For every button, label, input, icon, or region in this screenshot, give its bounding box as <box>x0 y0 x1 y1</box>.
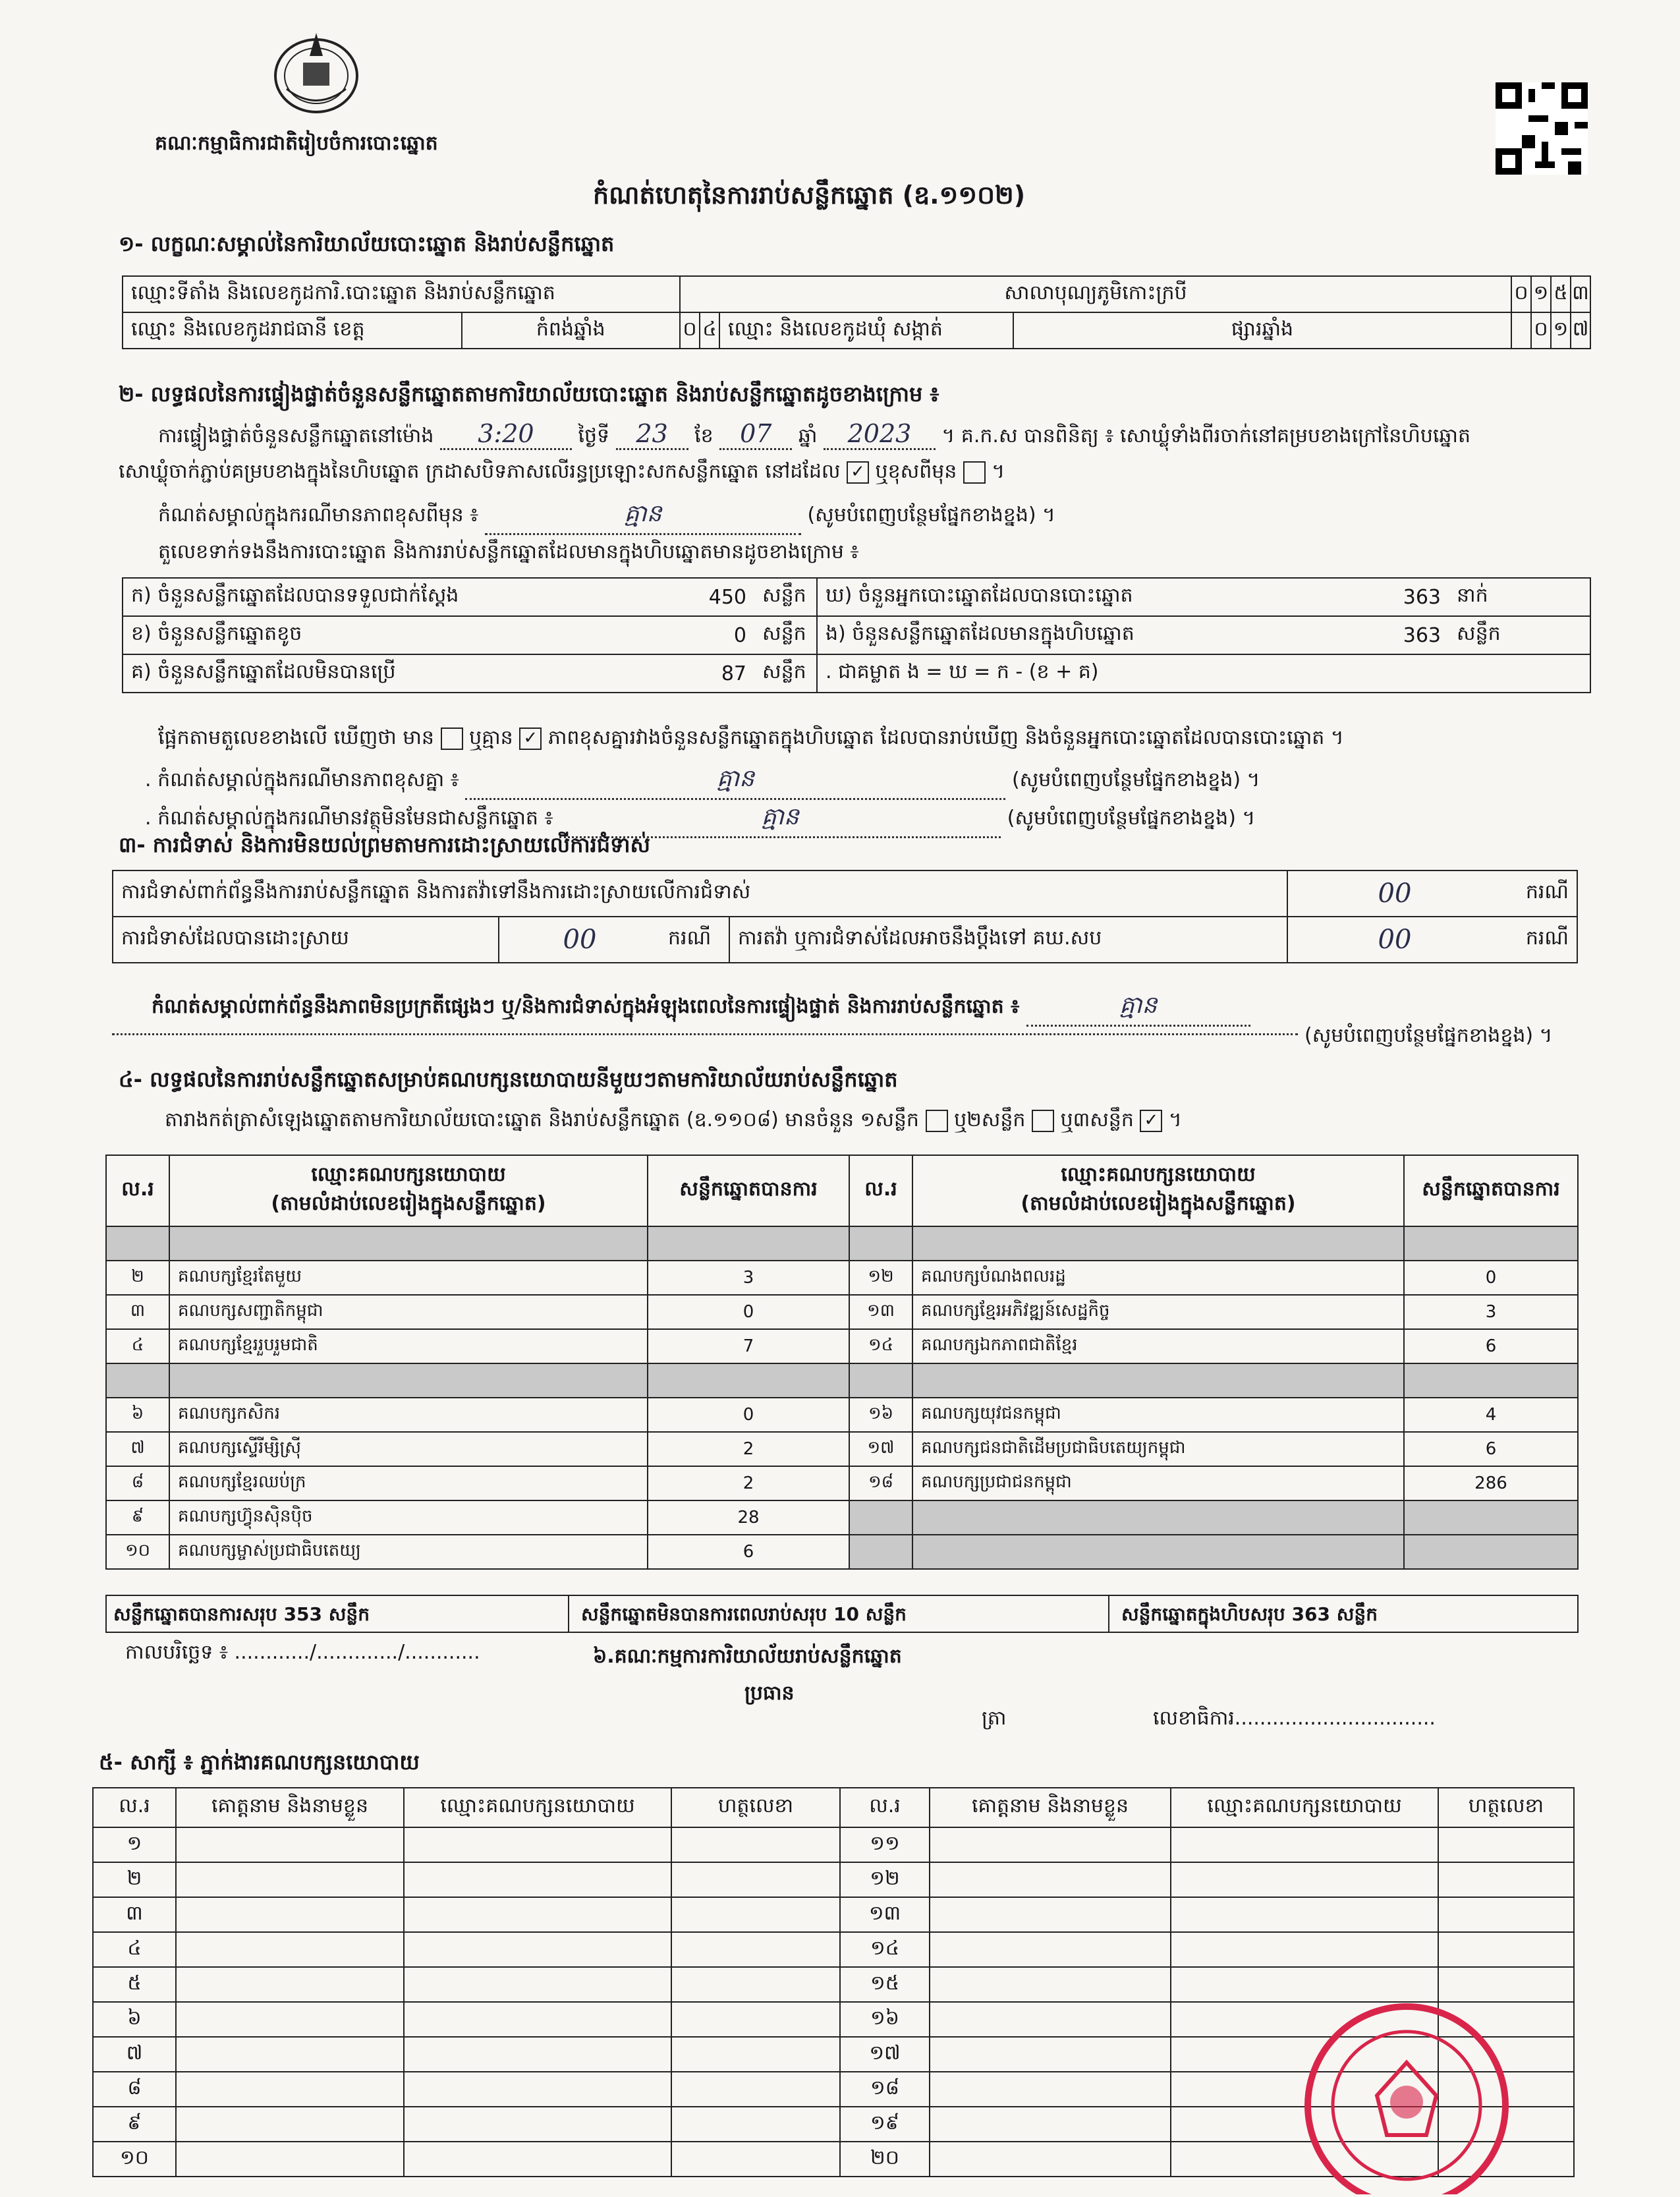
resolved-label: ការជំទាស់ដែលបានដោះស្រាយ <box>113 917 499 963</box>
witness-signature-field[interactable] <box>1438 1932 1574 1967</box>
witness-party-field[interactable] <box>404 1932 671 1967</box>
day-value: 23 <box>616 419 688 450</box>
difference-remark-line <box>145 763 1260 800</box>
totals-divider <box>1108 1596 1109 1632</box>
witness-name-field[interactable] <box>930 2037 1171 2072</box>
difference-remark-label: . កំណត់សម្គាល់ក្នុងករណីមានភាពខុសគ្នា ៖ <box>145 768 459 791</box>
appeal-label: ការតវ៉ា ឬការជំទាស់ដែលអាចនឹងប្តឹងទៅ គឃ.សប <box>729 917 1287 963</box>
fill-hint: (សូមបំពេញបន្ថែមផ្នែកខាងខ្នង) ។ <box>1011 768 1260 791</box>
witness-name-field[interactable] <box>930 1897 1171 1932</box>
w-col-name: គោត្តនាម និងនាមខ្លួន <box>176 1788 404 1827</box>
party-name: គណបក្សខ្មែរអភិវឌ្ឍន៍សេដ្ឋកិច្ច <box>912 1295 1404 1329</box>
result-row <box>106 1363 1578 1398</box>
party-number: ១០ <box>106 1535 169 1569</box>
box-ballots-value: 363 <box>1347 616 1449 654</box>
year-label: ឆ្នាំ <box>798 424 818 447</box>
witness-number: ១១ <box>840 1827 930 1862</box>
qr-code <box>1496 82 1588 175</box>
party-votes: 7 <box>648 1329 849 1363</box>
discrepancy-text: ភាពខុសគ្នារវាងចំនួនសន្លឹកឆ្នោតក្នុងហិបឆ្នោត ដែលបានរាប់ឃើញ និងចំនួនអ្នកបោះឆ្នោតដែលបានបោះឆ្នោត ។ <box>547 726 1344 749</box>
party-number: ៨ <box>106 1466 169 1500</box>
irregularity-note-label: កំណត់សម្គាល់ពាក់ព័ន្ធនឹងភាពមិនប្រក្រតីផ្សេងៗ ឬ/និងការជំទាស់ក្នុងអំឡុងពេលនៃការផ្ទៀងផ្ទាត់ និងការរាប់សន្លឹកឆ្នោត ៖ <box>152 995 1020 1018</box>
party-number: ១៧ <box>849 1432 912 1466</box>
party-number <box>849 1226 912 1261</box>
party-number: ១៦ <box>849 1398 912 1432</box>
party-votes: 286 <box>1404 1466 1578 1500</box>
witness-number: ១៣ <box>840 1897 930 1932</box>
complaints-table <box>112 870 1578 963</box>
witness-name-field[interactable] <box>176 2107 404 2142</box>
location-code-digit: ០ <box>1511 276 1531 312</box>
w-col-number: ល.រ <box>93 1788 176 1827</box>
witness-row <box>93 1827 1574 1862</box>
received-ballots-value: 450 <box>653 578 754 616</box>
difference-remark-value: គ្មាន <box>465 763 1005 800</box>
witness-signature-field[interactable] <box>1438 1862 1574 1897</box>
witness-number: ១០ <box>93 2142 176 2177</box>
party-number <box>106 1363 169 1398</box>
witness-name-field[interactable] <box>176 2142 404 2177</box>
unused-ballots-label: គ) ចំនួនសន្លឹកឆ្នោតដែលមិនបានប្រើ <box>123 654 653 693</box>
party-votes <box>1404 1226 1578 1261</box>
witness-signature-field[interactable] <box>671 2072 840 2107</box>
valid-total: សន្លឹកឆ្នោតបានការសរុប 353 សន្លឹក <box>113 1603 370 1625</box>
section1-title: ១- លក្ខណៈសម្គាល់នៃការិយាល័យបោះឆ្នោត និងរាប់សន្លឹកឆ្នោត <box>119 231 615 256</box>
witness-name-field[interactable] <box>176 2072 404 2107</box>
party-name: គណបក្សខ្មែររួបរួមជាតិ <box>169 1329 648 1363</box>
three-sheets-label: ឬ៣សន្លឹក <box>1060 1108 1134 1131</box>
complaints-value: 00 <box>1287 870 1501 917</box>
witness-number: ២០ <box>840 2142 930 2177</box>
witness-name-field[interactable] <box>930 1862 1171 1897</box>
commune-value: ផ្សារឆ្នាំង <box>1013 312 1511 349</box>
witness-signature-field[interactable] <box>671 2107 840 2142</box>
party-number: ៦ <box>106 1398 169 1432</box>
witness-signature-field[interactable] <box>671 1932 840 1967</box>
witness-name-field[interactable] <box>930 2002 1171 2037</box>
commune-code-digit: ០ <box>1531 312 1551 349</box>
col-party-subtitle: (តាមលំដាប់លេខរៀងក្នុងសន្លឹកឆ្នោត) <box>271 1192 546 1215</box>
col-number: ល.រ <box>106 1155 169 1226</box>
witness-party-field[interactable] <box>1171 1897 1438 1932</box>
w-col-sign: ហត្ថលេខា <box>1438 1788 1574 1827</box>
w-col-party: ឈ្មោះគណបក្សនយោបាយ <box>1171 1788 1438 1827</box>
official-stamp <box>1298 1997 1515 2194</box>
party-votes <box>1404 1363 1578 1398</box>
tally-sheet-line: តារាងកត់ត្រាសំឡេងឆ្នោតតាមការិយាល័យបោះឆ្នោត និងរាប់សន្លឹកឆ្នោត (ឧ.១១០៨) មានចំនួន ១សន្លឹក ឬ២សន្លឹក ឬ៣សន្លឹក ✓ ។ <box>165 1108 1182 1131</box>
witness-name-field[interactable] <box>930 2072 1171 2107</box>
unused-ballots-unit: សន្លឹក <box>754 654 817 693</box>
witness-number: ១៤ <box>840 1932 930 1967</box>
party-name: គណបក្សខ្មែរឈប់ក្រ <box>169 1466 648 1500</box>
witness-signature-field[interactable] <box>671 2002 840 2037</box>
party-votes: 3 <box>648 1261 849 1295</box>
difference-note-label: កំណត់សម្គាល់ក្នុងករណីមានភាពខុសពីមុន ៖ <box>158 503 479 527</box>
witness-row <box>93 1932 1574 1967</box>
voters-unit: នាក់ <box>1449 578 1590 616</box>
party-number: ៤ <box>106 1329 169 1363</box>
party-number <box>849 1363 912 1398</box>
received-ballots-unit: សន្លឹក <box>754 578 817 616</box>
province-value: កំពង់ឆ្នាំង <box>462 312 681 349</box>
party-name: គណបក្សសញ្ជាតិកម្ពុជា <box>169 1295 648 1329</box>
col-votes: សន្លឹកឆ្នោតបានការ <box>648 1155 849 1226</box>
figures-table <box>122 577 1591 693</box>
spoiled-ballots-value: 0 <box>653 616 754 654</box>
witness-name-field[interactable] <box>930 1932 1171 1967</box>
witness-name-field[interactable] <box>176 1967 404 2002</box>
party-name <box>912 1535 1404 1569</box>
figures-intro: តួលេខទាក់ទងនឹងការបោះឆ្នោត និងការរាប់សន្លឹកឆ្នោតដែលមានក្នុងហិបឆ្នោតមានដូចខាងក្រោម ៖ <box>158 540 859 563</box>
party-votes: 2 <box>648 1432 849 1466</box>
date-line: កាលបរិច្ឆេទ ៖ ............/............./............ <box>125 1641 480 1664</box>
result-row <box>106 1295 1578 1329</box>
box-total: សន្លឹកឆ្នោតក្នុងហិបសរុប 363 សន្លឹក <box>1121 1603 1378 1625</box>
witness-number: ៤ <box>93 1932 176 1967</box>
witness-number: ២ <box>93 1862 176 1897</box>
witness-number: ១៧ <box>840 2037 930 2072</box>
party-votes: 0 <box>648 1295 849 1329</box>
resolved-value: 00 <box>499 917 660 963</box>
party-name: គណបក្សជនជាតិដើមប្រជាធិបតេយ្យកម្ពុជា <box>912 1432 1404 1466</box>
time-value: 3:20 <box>440 419 572 450</box>
party-votes: 6 <box>1404 1432 1578 1466</box>
party-number <box>106 1226 169 1261</box>
witness-signature-field[interactable] <box>671 2037 840 2072</box>
witness-number: ១៨ <box>840 2072 930 2107</box>
witness-party-field[interactable] <box>1171 1827 1438 1862</box>
seal-label: ត្រា <box>982 1707 1007 1730</box>
party-name <box>912 1500 1404 1535</box>
party-name <box>912 1363 1404 1398</box>
difference-note-value: គ្មាន <box>485 498 801 535</box>
result-row <box>106 1500 1578 1535</box>
witness-party-field[interactable] <box>404 2072 671 2107</box>
witness-party-field[interactable] <box>404 1862 671 1897</box>
irregularity-note-line <box>152 990 1250 1027</box>
witness-number: ៩ <box>93 2107 176 2142</box>
received-ballots-label: ក) ចំនួនសន្លឹកឆ្នោតដែលបានទទួលជាក់ស្តែង <box>123 578 653 616</box>
witness-number: ១២ <box>840 1862 930 1897</box>
witness-name-field[interactable] <box>930 2107 1171 2142</box>
col-party-title: ឈ្មោះគណបក្សនយោបាយ <box>1061 1163 1256 1186</box>
witness-number: ៨ <box>93 2072 176 2107</box>
witness-party-field[interactable] <box>404 2142 671 2177</box>
witness-number: ១៦ <box>840 2002 930 2037</box>
committee-title: ៦.គណៈកម្មការការិយាល័យរាប់សន្លឹកឆ្នោត <box>593 1645 902 1668</box>
two-sheets-label: ឬ២សន្លឹក <box>954 1108 1026 1131</box>
party-votes <box>1404 1500 1578 1535</box>
section3-title: ៣- ការជំទាស់ និងការមិនយល់ព្រមតាមការដោះស្រាយលើការជំទាស់ <box>119 832 650 857</box>
location-code-digit: ៥ <box>1551 276 1571 312</box>
witness-name-field[interactable] <box>176 1827 404 1862</box>
party-number: ៩ <box>106 1500 169 1535</box>
different-checkbox[interactable] <box>963 461 986 484</box>
witness-name-field[interactable] <box>176 2037 404 2072</box>
discrepancy-label: ផ្អែកតាមតួលេខខាងលើ ឃើញថា មាន <box>158 726 434 749</box>
party-name: គណបក្សកសិករ <box>169 1398 648 1432</box>
difference-note-line <box>158 498 1055 535</box>
tally-sheet-intro: តារាងកត់ត្រាសំឡេងឆ្នោតតាមការិយាល័យបោះឆ្នោត និងរាប់សន្លឹកឆ្នោត (ឧ.១១០៨) មានចំនួន ១សន្លឹក <box>165 1108 919 1131</box>
appeal-value: 00 <box>1287 917 1501 963</box>
col-party <box>912 1155 1404 1226</box>
party-votes: 6 <box>1404 1329 1578 1363</box>
box-ballots-unit: សន្លឹក <box>1449 616 1590 654</box>
result-row <box>106 1398 1578 1432</box>
unused-ballots-value: 87 <box>653 654 754 693</box>
party-name <box>169 1363 648 1398</box>
party-number: ១៨ <box>849 1466 912 1500</box>
party-number: ១៤ <box>849 1329 912 1363</box>
witness-party-field[interactable] <box>404 2037 671 2072</box>
party-name: គណបក្សស្ទើរីម្សិស្រ៊ី <box>169 1432 648 1466</box>
invalid-total: សន្លឹកឆ្នោតមិនបានការពេលរាប់សរុប 10 សន្លឹក <box>581 1603 907 1625</box>
has-discrepancy-checkbox[interactable] <box>441 728 463 750</box>
party-number <box>849 1500 912 1535</box>
voters-label: ឃ) ចំនួនអ្នកបោះឆ្នោតដែលបានបោះឆ្នោត <box>817 578 1347 616</box>
witness-name-field[interactable] <box>176 1932 404 1967</box>
party-votes: 3 <box>1404 1295 1578 1329</box>
one-sheet-checkbox[interactable] <box>926 1110 948 1132</box>
party-number: ១២ <box>849 1261 912 1295</box>
section2-title: ២- លទ្ធផលនៃការផ្ទៀងផ្ទាត់ចំនួនសន្លឹកឆ្នោតតាមការិយាល័យបោះឆ្នោត និងរាប់សន្លឹកឆ្នោតដូចខាងក្រោម ៖ <box>119 382 939 407</box>
w-col-party: ឈ្មោះគណបក្សនយោបាយ <box>404 1788 671 1827</box>
witness-name-field[interactable] <box>176 1897 404 1932</box>
w-col-name: គោត្តនាម និងនាមខ្លួន <box>930 1788 1171 1827</box>
party-name: គណបក្សឯកភាពជាតិខ្មែរ <box>912 1329 1404 1363</box>
party-name: គណបក្សបំណងពលរដ្ឋ <box>912 1261 1404 1295</box>
party-number: ៧ <box>106 1432 169 1466</box>
witness-party-field[interactable] <box>1171 1932 1438 1967</box>
party-votes: 6 <box>648 1535 849 1569</box>
party-votes: 2 <box>648 1466 849 1500</box>
location-code-digit: ៣ <box>1571 276 1590 312</box>
witness-signature-field[interactable] <box>671 1967 840 2002</box>
no-discrepancy-checkbox[interactable]: ✓ <box>519 728 542 750</box>
witness-signature-field[interactable] <box>671 1827 840 1862</box>
col-party-title: ឈ្មោះគណបក្សនយោបាយ <box>311 1163 506 1186</box>
complaints-unit: ករណី <box>1501 870 1577 917</box>
resolved-unit: ករណី <box>660 917 729 963</box>
result-row <box>106 1226 1578 1261</box>
box-ballots-label: ង) ចំនួនសន្លឹកឆ្នោតដែលមានក្នុងហិបឆ្នោត <box>817 616 1347 654</box>
year-value: 2023 <box>824 419 936 450</box>
witness-party-field[interactable] <box>1171 1862 1438 1897</box>
party-votes <box>1404 1535 1578 1569</box>
col-party <box>169 1155 648 1226</box>
totals-divider <box>568 1596 569 1632</box>
witness-name-field[interactable] <box>176 2002 404 2037</box>
appeal-unit: ករណី <box>1501 917 1577 963</box>
witness-party-field[interactable] <box>404 1827 671 1862</box>
two-sheets-checkbox[interactable] <box>1032 1110 1054 1132</box>
no-discrepancy-label: ឬគ្មាន <box>469 726 513 749</box>
party-name: គណបក្សម្ចាស់ប្រជាធិបតេយ្យ <box>169 1535 648 1569</box>
witness-signature-field[interactable] <box>671 2142 840 2177</box>
witness-signature-field[interactable] <box>1438 1897 1574 1932</box>
w-col-number: ល.រ <box>840 1788 930 1827</box>
party-votes: 0 <box>1404 1261 1578 1295</box>
month-value: 07 <box>719 419 792 450</box>
witness-party-field[interactable] <box>404 1897 671 1932</box>
result-row <box>106 1261 1578 1295</box>
party-number: ១៣ <box>849 1295 912 1329</box>
witness-row <box>93 1862 1574 1897</box>
witness-number: ៧ <box>93 2037 176 2072</box>
witness-party-field[interactable] <box>404 1967 671 2002</box>
witness-name-field[interactable] <box>176 1862 404 1897</box>
col-number: ល.រ <box>849 1155 912 1226</box>
party-name: គណបក្សយុវជនកម្ពុជា <box>912 1398 1404 1432</box>
witness-signature-field[interactable] <box>671 1862 840 1897</box>
province-label: ឈ្មោះ និងលេខកូដរាជធានី ខេត្ត <box>123 312 462 349</box>
object-remark-label: . កំណត់សម្គាល់ក្នុងករណីមានវត្ថុមិនមែនជាសន្លឹកឆ្នោត ៖ <box>145 807 553 830</box>
province-code-digit: ០ <box>680 312 700 349</box>
voters-value: 363 <box>1347 578 1449 616</box>
org-name: គណៈកម្មាធិការជាតិរៀបចំការបោះឆ្នោត <box>155 132 438 155</box>
spoiled-ballots-label: ខ) ចំនួនសន្លឹកឆ្នោតខូច <box>123 616 653 654</box>
witness-signature-field[interactable] <box>671 1897 840 1932</box>
totals-bar <box>105 1595 1579 1633</box>
witness-number: ៣ <box>93 1897 176 1932</box>
three-sheets-checkbox[interactable]: ✓ <box>1140 1110 1162 1132</box>
month-label: ខែ <box>694 424 714 447</box>
commune-label: ឈ្មោះ និងលេខកូដឃុំ សង្កាត់ <box>719 312 1013 349</box>
section1-table <box>122 275 1591 349</box>
witness-name-field[interactable] <box>930 1827 1171 1862</box>
witness-number: ៦ <box>93 2002 176 2037</box>
col-votes: សន្លឹកឆ្នោតបានការ <box>1404 1155 1578 1226</box>
party-votes <box>648 1363 849 1398</box>
party-name: គណបក្សប្រជាជនកម្ពុជា <box>912 1466 1404 1500</box>
party-votes: 28 <box>648 1500 849 1535</box>
fill-hint: (សូមបំពេញបន្ថែមផ្នែកខាងខ្នង) ។ <box>1007 807 1256 830</box>
party-number: ២ <box>106 1261 169 1295</box>
party-name <box>169 1226 648 1261</box>
results-table <box>105 1155 1579 1570</box>
party-votes: 4 <box>1404 1398 1578 1432</box>
witness-signature-field[interactable] <box>1438 1827 1574 1862</box>
party-votes: 0 <box>648 1398 849 1432</box>
party-votes <box>648 1226 849 1261</box>
party-number <box>849 1535 912 1569</box>
discrepancy-line <box>158 725 1344 754</box>
result-row <box>106 1535 1578 1569</box>
witness-name-field[interactable] <box>930 2142 1171 2177</box>
witness-number: ១៥ <box>840 1967 930 2002</box>
party-number: ៣ <box>106 1295 169 1329</box>
formula-text: . ជាគម្លាត ង = ឃ = ក - (ខ + គ) <box>817 654 1590 693</box>
lock-check-text: ។ គ.ក.ស បានពិនិត្យ ៖ សោឃ្លុំទាំងពីរចាក់នៅគម្របខាងក្រៅនៃហិបឆ្នោត <box>941 424 1471 447</box>
seal-check-text: សោឃ្លុំចាក់ភ្ជាប់គម្របខាងក្នុងនៃហិបឆ្នោត ក្រដាសបិទភាសលើរន្ធប្រឡោះសកសន្លឹកឆ្នោត នៅដដែល <box>119 460 841 483</box>
location-value: សាលាបុណ្យភូមិកោះក្របី <box>680 276 1511 312</box>
location-code-digit: ១ <box>1531 276 1551 312</box>
form-title: កំណត់ហេតុនៃការរាប់សន្លឹកឆ្នោត (ឧ.១១០២) <box>593 181 1026 210</box>
party-name: គណបក្សខ្មែរតែមួយ <box>169 1261 648 1295</box>
col-party-subtitle: (តាមលំដាប់លេខរៀងក្នុងសន្លឹកឆ្នោត) <box>1021 1192 1296 1215</box>
day-label: ថ្ងៃទី <box>578 424 610 447</box>
party-name: គណបក្សហ៊្វុនស៊ិនប៉ិច <box>169 1500 648 1535</box>
witness-row <box>93 1897 1574 1932</box>
witness-party-field[interactable] <box>404 2002 671 2037</box>
spoiled-ballots-unit: សន្លឹក <box>754 616 817 654</box>
province-code-digit: ៤ <box>700 312 719 349</box>
same-checkbox[interactable]: ✓ <box>847 461 869 484</box>
party-name <box>912 1226 1404 1261</box>
chair-label: ប្រធាន <box>744 1682 795 1705</box>
secretary-label: លេខាធិការ................................ <box>1153 1707 1436 1730</box>
fill-hint: (សូមបំពេញបន្ថែមផ្នែកខាងខ្នង) ។ <box>807 503 1055 527</box>
witness-number: ១ <box>93 1827 176 1862</box>
commune-code-digit: ១ <box>1551 312 1571 349</box>
irregularity-dotline <box>112 1033 1298 1035</box>
witness-name-field[interactable] <box>930 1967 1171 2002</box>
location-label: ឈ្មោះទីតាំង និងលេខកូដការិ.បោះឆ្នោត និងរាប់សន្លឹកឆ្នោត <box>123 276 680 312</box>
result-row <box>106 1432 1578 1466</box>
witness-party-field[interactable] <box>404 2107 671 2142</box>
seal-check-line: សោឃ្លុំចាក់ភ្ជាប់គម្របខាងក្នុងនៃហិបឆ្នោត ក្រដាសបិទភាសលើរន្ធប្រឡោះសកសន្លឹកឆ្នោត នៅដដែល ✓ ឬខុសពីមុន ។ <box>119 460 1005 483</box>
different-label: ឬខុសពីមុន <box>875 460 957 483</box>
object-remark-value: គ្មាន <box>559 801 1001 838</box>
w-col-sign: ហត្ថលេខា <box>671 1788 840 1827</box>
complaints-label: ការជំទាស់ពាក់ព័ន្ធនឹងការរាប់សន្លឹកឆ្នោត និងការតវ៉ាទៅនឹងការដោះស្រាយលើការជំទាស់ <box>113 870 1287 917</box>
result-row <box>106 1466 1578 1500</box>
time-label: ការផ្ទៀងផ្ទាត់ចំនួនសន្លឹកឆ្នោតនៅម៉ោង <box>158 424 434 447</box>
witness-number: ៥ <box>93 1967 176 2002</box>
irregularity-note-value: គ្មាន <box>1026 990 1250 1027</box>
section5-title: ៥- សាក្សី ៖ ភ្នាក់ងារគណបក្សនយោបាយ <box>99 1750 420 1775</box>
emblem-logo <box>267 26 366 119</box>
section4-title: ៤- លទ្ធផលនៃការរាប់សន្លឹកឆ្នោតសម្រាប់គណបក្សនយោបាយនីមួយៗតាមការិយាល័យរាប់សន្លឹកឆ្នោត <box>119 1067 898 1092</box>
commune-code-digit: ៧ <box>1571 312 1590 349</box>
irregularity-fill-hint: (សូមបំពេញបន្ថែមផ្នែកខាងខ្នង) ។ <box>1304 1024 1553 1047</box>
commune-code-spacer <box>1511 312 1531 349</box>
result-row <box>106 1329 1578 1363</box>
verification-time-line <box>158 419 1470 452</box>
witness-number: ១៩ <box>840 2107 930 2142</box>
